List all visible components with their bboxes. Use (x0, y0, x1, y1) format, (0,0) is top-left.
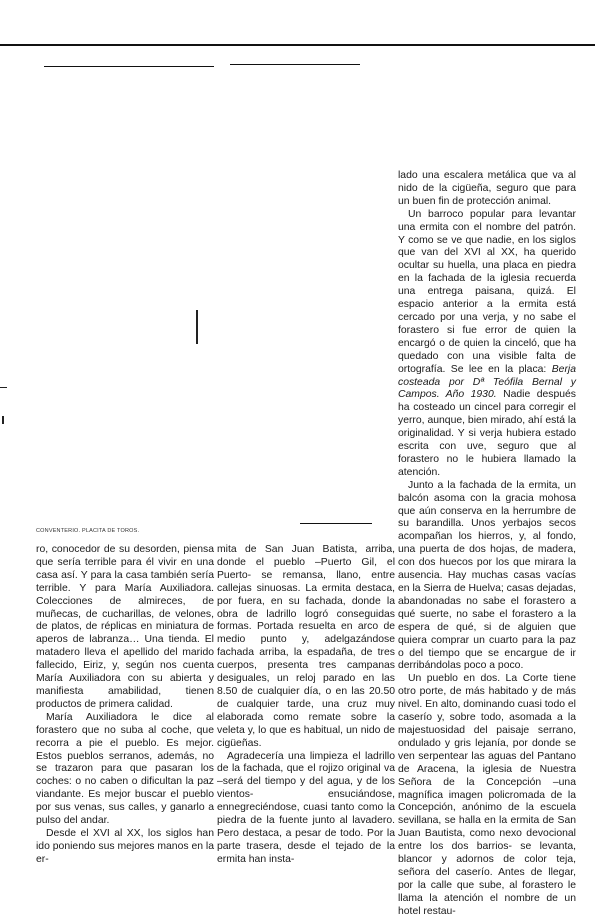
header-rule-thin-left (44, 66, 214, 67)
paragraph (398, 673, 576, 918)
text-column-middle (217, 544, 395, 867)
paragraph (398, 209, 576, 480)
paragraph (398, 480, 576, 674)
paragraph (36, 712, 214, 828)
text-column-left (36, 544, 214, 867)
paragraph-text: lado una escalera metálica que va al nido de la cigüeña, seguro que para un buen fin de protección animal. (398, 170, 576, 207)
paragraph (217, 544, 395, 751)
paragraph (398, 170, 576, 209)
paragraph-text: Desde el XVI al XX, los siglos han ido poniendo sus mejores manos en la er- (36, 827, 214, 865)
photo-caption: CONVENTERIO. PLACITA DE TOROS. (36, 528, 140, 534)
header-rule-thick (0, 44, 595, 46)
paragraph-text: Nadie después ha costeado un cincel para corregir el yerro, aunque, bien mirado, ahí está la originalidad. Y si verja hubiera estado escrita con uve, seguro que al forastero no le hubiera llamado la atención. (398, 389, 576, 478)
photo-edge-mark (196, 310, 198, 344)
paragraph-text: ro, conocedor de su desorden, piensa que sería terrible para él vivir en una casa así. Y para la casa también sería terrible. Y para María Auxiliadora. Colecciones de almireces, de muñecas, de cucharillas, de velones, de platos, de réplicas en miniatura de aperos de labranza… Una tienda. El matadero lleva el apellido del marido fallecido, Eiriz, y, según nos cuenta María Auxiliadora con su abierta y manifiesta amabilidad, tienen productos de primera calidad. (36, 544, 214, 710)
paragraph-text: Un barroco popular para levantar una ermita con el nombre del patrón. Y como se ve que nadie, en los siglos que van del XVI al XX, ha querido ocultar su huella, una placa en piedra en la fachada de la iglesia recuerda una entrega paisana, quizá. El espacio anterior a la ermita está cercado por una verja, y no sabe el forastero si fue error de quien la encargó o de quien la cinceló, que ha quedado con una visible falta de ortografía. Se lee en la placa: (398, 208, 576, 375)
paragraph-text: mita de San Juan Batista, arriba, donde el pueblo –Puerto Gil, el Puerto- se remansa, llano, entre callejas sinuosas. La ermita destaca, por fuera, en su fachada, donde la obra de ladrillo logró conseguidas formas. Portada resuelta en arco de medio punto y, adelgazándose fachada arriba, la espadaña, de tres cuerpos, presenta tres campanas desiguales, un reloj parado en las 8.50 de cualquier día, o en las 20.50 de cualquier tarde, una cruz muy elaborada como remate sobre la veleta y, lo que es habitual, un nido de cigüeñas. (217, 544, 395, 749)
paragraph-text: Junto a la fachada de la ermita, un balcón asoma con la gracia mohosa que aún conserva en la herrumbre de su barandilla. Unos yerbajos secos acompañan los hierros, y, al fondo, una puerta de dos hojas, de madera, con dos huecos por los que mirara la ausencia. Hay muchas casas vacías en la Sierra de Huelva; casas dejadas, abandonadas no sabe el forastero a qué suerte, no sabe el forastero a la espera de qué, si de alguien que quiera comprar un cuarto para la paz o del tiempo que se encargue de ir derribándolas poco a poco. (398, 479, 576, 672)
plaque-inscription: Berja costeada por Dª Teófila Bernal y Campos. Año 1930. (398, 363, 576, 401)
caption-rule (300, 523, 372, 524)
paragraph-text: Un pueblo en dos. La Corte tiene otro porte, de más habitado y de más nivel. En alto, dominando cuasi todo el caserío y, sobre todo, asomada a la majestuosidad del paisaje serrano, ondulado y gris lejanía, por donde se ven serpentear las aguas del Pantano de Aracena, la iglesia de Nuestra Señora de la Concepción –una magnífica imagen policromada de la Concepción, anónimo de la escuela sevillana, se halla en la ermita de San Juan Bautista, como nexo devocional entre los dos barrios- se levanta, blancor y adornos de color teja, señora del caserío. Antes de llegar, por la calle que sube, al forastero le llama la atención el nombre de un hotel restau- (398, 673, 576, 917)
paragraph (36, 828, 214, 867)
paragraph-text: Agradecería una limpieza el ladrillo de la fachada, que el rojizo original va –será del tiempo y del agua, y de los vientos- ensuciándose, ennegreciéndose, cuasi tanto como la piedra de la fuente junto al lavadero. Pero destaca, a pesar de todo. Por la parte trasera, desde el tejado de la ermita han insta- (217, 750, 395, 865)
text-column-right (398, 170, 576, 919)
margin-tick (2, 416, 4, 424)
paragraph (217, 751, 395, 867)
header-rule-thin-right (230, 64, 360, 65)
paragraph (36, 544, 214, 712)
margin-dash (0, 387, 7, 388)
paragraph-text: María Auxiliadora le dice al forastero que no suba al coche, que recorra a pie el pueblo. Es mejor. Estos pueblos serranos, además, no se trazaron para que pasaran los coches: o no caben o dificultan la paz viandante. Es mejor buscar el pueblo por sus venas, sus calles, y ganarlo a pulso del andar. (36, 711, 214, 827)
